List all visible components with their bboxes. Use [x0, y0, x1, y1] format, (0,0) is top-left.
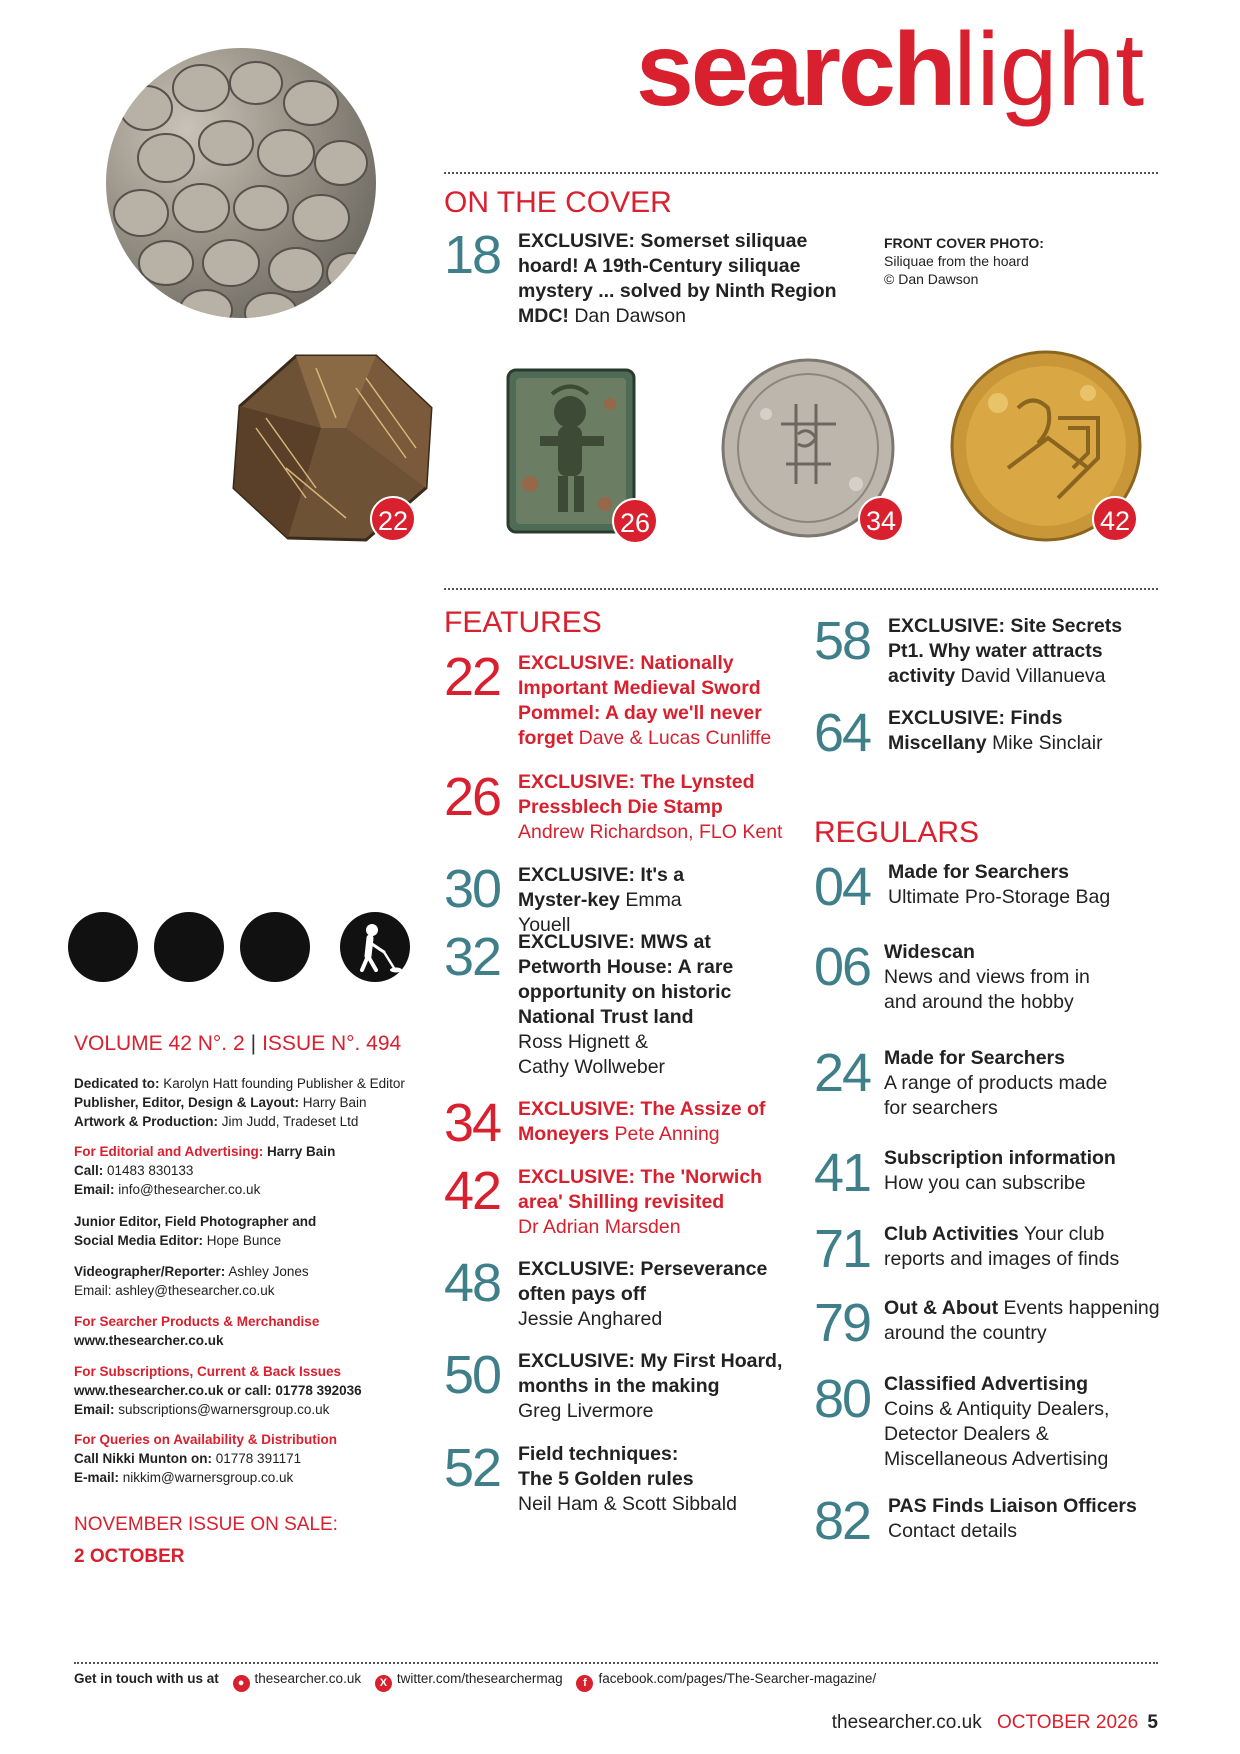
regular-page-number: 41	[814, 1143, 871, 1203]
facebook-icon: f	[576, 1675, 593, 1692]
cover-story-title: EXCLUSIVE: Somerset siliquae hoard! A 19th-Century siliquae mystery ... solved by Ninth Region MDC!	[518, 230, 837, 327]
regular-item: Out & About Events happening around the country	[884, 1297, 1160, 1344]
feature-page-number: 42	[444, 1161, 501, 1221]
feature-item: EXCLUSIVE: It's a Myster-key Emma Youell	[518, 864, 685, 936]
feature-item: EXCLUSIVE: Nationally Important Medieval Sword Pommel: A day we'll never forget Dave & Lucas Cunliffe	[518, 652, 772, 749]
cover-page-number: 18	[444, 225, 501, 285]
regular-item: PAS Finds Liaison Officers Contact details	[888, 1495, 1137, 1542]
cover-story-author: Dan Dawson	[574, 305, 686, 327]
cover-story	[518, 229, 848, 329]
regular-item: Made for Searchers A range of products made for searchers	[884, 1047, 1108, 1119]
feature-page-number: 48	[444, 1253, 501, 1313]
feature-item: EXCLUSIVE: Finds Miscellany Mike Sinclair	[888, 707, 1103, 754]
on-the-cover-heading: ON THE COVER	[444, 186, 672, 219]
regular-page-number: 80	[814, 1369, 871, 1429]
masthead-logo: searchlight	[636, 12, 1145, 128]
feature-item: EXCLUSIVE: The Assize of Moneyers Pete Anning	[518, 1098, 766, 1145]
front-cover-photo-credit: FRONT COVER PHOTO: Siliquae from the hoard © Dan Dawson	[884, 235, 1044, 287]
regulars-heading: REGULARS	[814, 816, 980, 849]
feature-item: EXCLUSIVE: The Lynsted Pressblech Die Stamp Andrew Richardson, FLO Kent	[518, 771, 783, 843]
editorial-contact: For Editorial and Advertising: Harry Bain Call: 01483 830133 Email: info@thesearcher.co.uk	[74, 1144, 336, 1197]
feature-page-number: 32	[444, 927, 501, 987]
footer-divider	[74, 1662, 1158, 1664]
regular-item: Widescan News and views from in and around the hobby	[884, 941, 1090, 1013]
feature-item: EXCLUSIVE: MWS at Petworth House: A rare opportunity on historic National Trust land Ross Hignett & Cathy Wollweber	[518, 931, 734, 1078]
regular-page-number: 04	[814, 857, 871, 917]
products-contact: For Searcher Products & Merchandise www.thesearcher.co.uk	[74, 1314, 320, 1348]
feature-item: Field techniques: The 5 Golden rules Neil Ham & Scott Sibbald	[518, 1443, 737, 1515]
divider	[444, 172, 1158, 174]
feature-page-number: 34	[444, 1093, 501, 1153]
website-link[interactable]: thesearcher.co.uk	[254, 1671, 362, 1686]
videographer-credit: Videographer/Reporter: Ashley Jones Email: ashley@thesearcher.co.uk	[74, 1264, 309, 1298]
feature-page-number: 26	[444, 767, 501, 827]
regular-page-number: 82	[814, 1491, 871, 1551]
divider	[444, 588, 1158, 590]
regular-item: Subscription information How you can subscribe	[884, 1147, 1116, 1194]
feature-item: EXCLUSIVE: Perseverance often pays off Jessie Anghared	[518, 1258, 768, 1330]
regular-page-number: 24	[814, 1043, 871, 1103]
distribution-contact: For Queries on Availability & Distribution Call Nikki Munton on: 01778 391171 E-mail: nikkim@warnersgroup.co.uk	[74, 1432, 338, 1485]
page-badge-34: 34	[858, 496, 904, 542]
decorative-dot	[154, 912, 224, 982]
feature-page-number: 58	[814, 611, 871, 671]
regular-item: Made for Searchers Ultimate Pro-Storage Bag	[888, 861, 1111, 908]
website-icon: ●	[233, 1675, 250, 1692]
on-sale-label: NOVEMBER ISSUE ON SALE:	[74, 1514, 338, 1535]
feature-page-number: 50	[444, 1345, 501, 1405]
twitter-link[interactable]: twitter.com/thesearchermag	[396, 1671, 563, 1686]
on-sale-date: 2 OCTOBER	[74, 1546, 185, 1567]
sword-pommel-photo	[226, 348, 440, 546]
feature-page-number: 22	[444, 647, 501, 707]
feature-page-number: 64	[814, 703, 871, 763]
twitter-icon: X	[375, 1675, 392, 1692]
subscriptions-contact: For Subscriptions, Current & Back Issues www.thesearcher.co.uk or call: 01778 392036 Email: subscriptions@warnersgroup.co.uk	[74, 1364, 362, 1417]
gold-coin-photo	[948, 348, 1162, 548]
junior-editor-credit: Junior Editor, Field Photographer and Social Media Editor: Hope Bunce	[74, 1214, 317, 1248]
features-heading: FEATURES	[444, 606, 602, 639]
regular-page-number: 06	[814, 937, 871, 997]
page-badge-26: 26	[612, 498, 658, 544]
feature-page-number: 30	[444, 859, 501, 919]
page-badge-22: 22	[370, 496, 416, 542]
decorative-dot	[240, 912, 310, 982]
feature-item: EXCLUSIVE: My First Hoard, months in the making Greg Livermore	[518, 1350, 783, 1422]
page-badge-42: 42	[1092, 496, 1138, 542]
feature-item: EXCLUSIVE: The 'Norwich area' Shilling revisited Dr Adrian Marsden	[518, 1166, 763, 1238]
coin-hoard-photo	[106, 48, 376, 318]
feature-item: EXCLUSIVE: Site Secrets Pt1. Why water attracts activity David Villanueva	[888, 615, 1123, 687]
silver-coin-photo	[716, 354, 916, 548]
regular-item: Club Activities Your club reports and images of finds	[884, 1223, 1120, 1270]
staff-credits: Dedicated to: Karolyn Hatt founding Publisher & Editor Publisher, Editor, Design & Layout: Harry Bain Artwork & Production: Jim Judd, Tradeset Ltd	[74, 1076, 405, 1129]
footer-contacts: Get in touch with us at ● thesearcher.co.uk X twitter.com/thesearchermag f facebook.com/pages/The-Searcher-magazine/	[74, 1671, 876, 1692]
decorative-dot	[68, 912, 138, 982]
regular-page-number: 71	[814, 1219, 871, 1279]
die-stamp-photo	[500, 364, 670, 544]
page-folio: thesearcher.co.uk OCTOBER 2026 5	[831, 1712, 1158, 1733]
regular-item: Classified Advertising Coins & Antiquity Dealers, Detector Dealers & Miscellaneous Advertising	[884, 1373, 1110, 1470]
regular-page-number: 79	[814, 1293, 871, 1353]
feature-page-number: 52	[444, 1438, 501, 1498]
metal-detectorist-icon	[340, 912, 410, 982]
volume-issue: VOLUME 42 N°. 2 | ISSUE N°. 494	[74, 1032, 402, 1055]
facebook-link[interactable]: facebook.com/pages/The-Searcher-magazine/	[598, 1671, 877, 1686]
